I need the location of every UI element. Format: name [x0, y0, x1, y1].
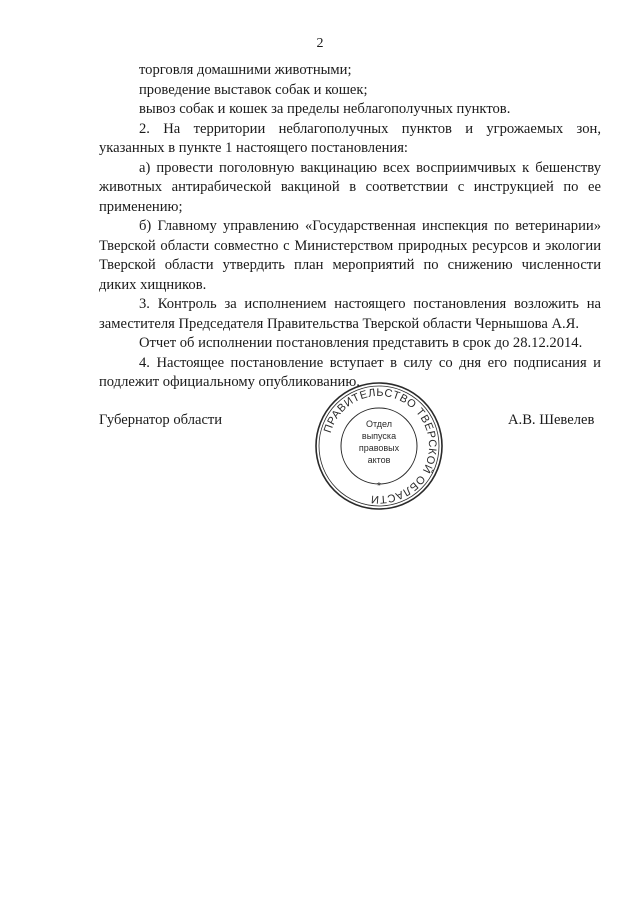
signatory-position: Губернатор области — [99, 412, 223, 428]
svg-text:выпуска: выпуска — [361, 431, 397, 441]
document-body — [99, 61, 601, 393]
list-item-pet-trade: торговля домашними животными; — [139, 62, 352, 78]
official-seal — [313, 380, 445, 512]
svg-text:правовых: правовых — [358, 443, 400, 453]
paragraph-3: 3. Контроль за исполнением настоящего постановления возложить на заместителя Председателя Правительства Тверской области Чернышова А.Я. — [99, 296, 601, 332]
page-number: 2 — [316, 36, 324, 51]
svg-text:*: * — [377, 481, 381, 492]
seal-stamp-icon — [313, 380, 445, 512]
paragraph-report: Отчет об исполнении постановления представить в срок до 28.12.2014. — [139, 335, 583, 351]
paragraph-2: 2. На территории неблагополучных пунктов и угрожаемых зон, указанных в пункте 1 настоящего постановления: — [99, 120, 601, 156]
paragraph-2a: а) провести поголовную вакцинацию всех восприимчивых к бешенству животных антирабической вакциной в соответствии с инструкцией по ее применению; — [99, 159, 601, 215]
svg-text:актов: актов — [367, 455, 391, 465]
signatory-name: А.В. Шевелев — [508, 412, 595, 428]
svg-text:ПРАВИТЕЛЬСТВО ТВЕРСКОЙ ОБЛАСТИ: ПРАВИТЕЛЬСТВО ТВЕРСКОЙ ОБЛАСТИ — [321, 386, 439, 506]
paragraph-2b: б) Главному управлению «Государственная инспекция по ветеринарии» Тверской области совместно с Министерством природных ресурсов и экологии Тверской области утвердить план мероприятий по снижению численности диких хищников. — [99, 218, 601, 293]
paragraph-4: 4. Настоящее постановление вступает в силу со дня его подписания и подлежит официальному опубликованию. — [99, 354, 601, 390]
list-item-exhibitions: проведение выставок собак и кошек; — [139, 81, 368, 98]
list-item-export: вывоз собак и кошек за пределы неблагополучных пунктов. — [139, 101, 511, 117]
svg-text:Отдел: Отдел — [365, 419, 393, 429]
